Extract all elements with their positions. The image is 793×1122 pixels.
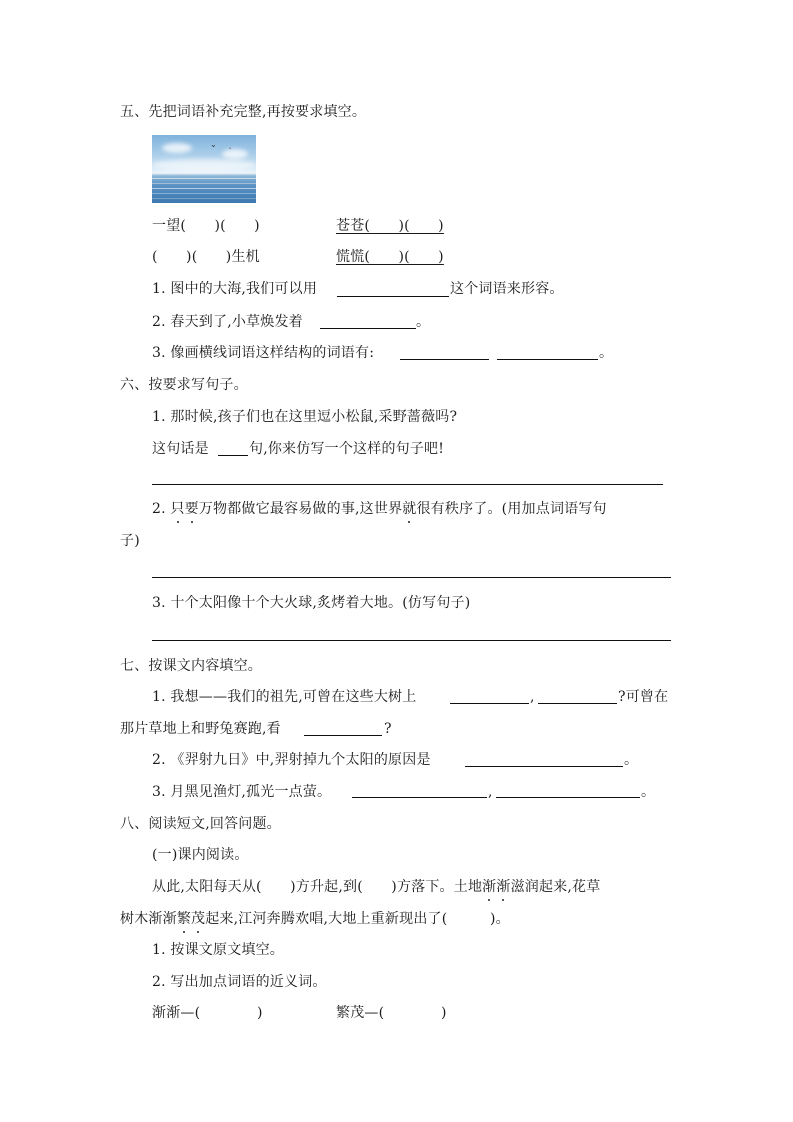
s7-q3-before: 3. 月黑见渔灯,孤光一点萤。: [152, 784, 332, 800]
s6-q2-text: 万物都做它最容易做的事,这世界: [198, 501, 403, 517]
s7-q2-before: 2. 《羿射九日》中,羿射掉九个太阳的原因是: [152, 752, 431, 768]
section-7-title: 七、按课文内容填空。: [120, 658, 262, 674]
s7-q1-line2-after: ?: [384, 721, 392, 737]
dotted-char: 茂: [191, 911, 206, 927]
s5-q3-blank-2[interactable]: [497, 359, 598, 360]
passage-text: 从此,太阳每天从( )方升起,到( )方落下。土地: [152, 879, 483, 895]
dotted-char: 渐: [496, 879, 511, 895]
s6-q2-text: 很有秩序了。(用加点词语写句: [416, 501, 607, 517]
s7-q1-blank-3[interactable]: [304, 735, 382, 736]
s8-synonym-fanmao: 繁茂—( ): [336, 1005, 447, 1021]
s5-q2-after: 。: [416, 314, 431, 330]
s7-q3-comma: ,: [488, 784, 493, 800]
s5-q3-after: 。: [599, 345, 614, 361]
word-yiwang: 一望( )( ): [152, 218, 260, 234]
s7-q1-blank-2[interactable]: [538, 703, 617, 704]
s7-q1-comma: ,: [530, 689, 535, 705]
sea-image: [152, 135, 256, 203]
s7-q3-blank-2[interactable]: [496, 797, 640, 798]
s5-q1-before: 1. 图中的大海,我们可以用: [152, 281, 318, 297]
s6-q3-answer-line[interactable]: [152, 640, 671, 641]
dotted-char: 渐: [482, 879, 497, 895]
s7-q2-after: 。: [624, 752, 639, 768]
section-8-title: 八、阅读短文,回答问题。: [120, 816, 281, 832]
s5-q2-blank[interactable]: [320, 328, 416, 329]
s8-passage-line-1: [152, 878, 600, 896]
section-5-title: 五、先把词语补充完整,再按要求填空。: [120, 104, 367, 120]
s6-q2-wrap: 子): [120, 533, 140, 549]
s7-q1-line1-after: ?可曾在: [618, 689, 669, 705]
s8-q2: 2. 写出加点词语的近义词。: [152, 974, 327, 990]
s7-q3-after: 。: [641, 784, 656, 800]
s6-q1-type-blank[interactable]: [218, 455, 248, 456]
s6-q2: [152, 500, 607, 518]
s6-q1-answer-line[interactable]: [152, 484, 663, 485]
s7-q3-blank-1[interactable]: [352, 797, 487, 798]
section-6-title: 六、按要求写句子。: [120, 377, 248, 393]
s5-q1-after: 这个词语来形容。: [450, 281, 564, 297]
s6-q2-text: 2.: [152, 501, 171, 517]
s7-q1-line2-before: 那片草地上和野兔赛跑,看: [120, 721, 281, 737]
seagull-icon: ˇ: [228, 147, 232, 156]
s6-q3: 3. 十个太阳像十个大火球,炙烤着大地。(仿写句子): [152, 595, 471, 611]
passage-text: 滋润起来,花草: [510, 879, 601, 895]
seagull-icon: ⌄: [210, 140, 217, 149]
s6-q2-answer-line[interactable]: [152, 577, 671, 578]
s5-q3-blank-1[interactable]: [400, 359, 489, 360]
s8-subtitle: (一)课内阅读。: [152, 847, 249, 863]
s5-q3-before: 3. 像画横线词语这样结构的词语有:: [152, 345, 375, 361]
s6-q1: 1. 那时候,孩子们也在这里逗小松鼠,采野蔷薇吗?: [152, 409, 458, 425]
s7-q1-blank-1[interactable]: [450, 703, 529, 704]
s8-passage-line-2: [120, 910, 510, 928]
s7-q2-blank[interactable]: [465, 766, 623, 767]
word-shengji: ( )( )生机: [152, 249, 260, 265]
dotted-char: 只: [170, 501, 185, 517]
s5-q1-blank[interactable]: [337, 296, 449, 297]
s6-q1-sub-after: 句,你来仿写一个这样的句子吧!: [249, 441, 445, 457]
passage-text: 树木渐渐: [120, 911, 177, 927]
s7-q1-line1-before: 1. 我想——我们的祖先,可曾在这些大树上: [152, 689, 417, 705]
dotted-char: 就: [402, 501, 417, 517]
dotted-char: 要: [184, 501, 199, 517]
s8-synonym-jianjian: 渐渐—( ): [152, 1005, 263, 1021]
passage-text: 起来,江河奔腾欢唱,大地上重新现出了( )。: [205, 911, 510, 927]
s6-q1-sub-before: 这句话是: [152, 441, 209, 457]
s5-q2-before: 2. 春天到了,小草焕发着: [152, 314, 303, 330]
dotted-char: 繁: [176, 911, 192, 927]
s8-q1: 1. 按课文原文填空。: [152, 942, 285, 958]
word-cangcang: 苍苍( )( ): [336, 218, 444, 234]
word-huanghuang: 慌慌( )( ): [336, 249, 444, 265]
